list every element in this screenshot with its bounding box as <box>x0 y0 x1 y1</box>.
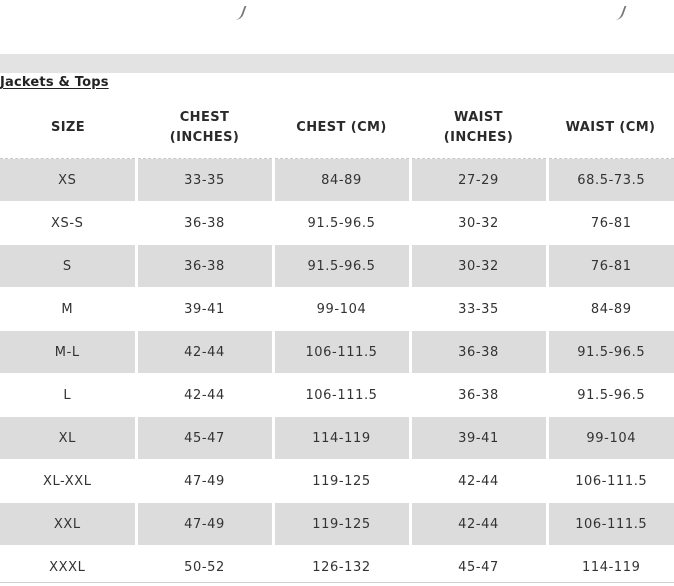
cell-waist-inches: 39-41 <box>410 417 547 460</box>
cell-waist-cm: 91.5-96.5 <box>577 387 646 403</box>
table-row <box>0 374 674 417</box>
cell-waist-inches: 33-35 <box>410 288 547 331</box>
table-row <box>0 159 674 202</box>
table-header-row <box>0 98 674 159</box>
cell-waist-cm: 99-104 <box>547 417 674 460</box>
cell-waist-cm: 106-111.5 <box>547 503 674 546</box>
cell-waist-cm: 84-89 <box>590 301 632 317</box>
cell-waist-cm: 91.5-96.5 <box>547 331 674 374</box>
cell-chest-inches: 42-44 <box>136 374 273 417</box>
table-row <box>0 331 674 374</box>
cell-size: M <box>0 288 136 331</box>
cell-chest-inches: 50-52 <box>136 546 273 586</box>
cell-chest-inches: 33-35 <box>136 159 273 202</box>
header-band <box>0 54 674 73</box>
cell-chest-inches: 47-49 <box>136 503 273 546</box>
cell-chest-cm: 91.5-96.5 <box>273 245 410 288</box>
cell-waist-cm: 68.5-73.5 <box>547 159 674 202</box>
table-row <box>0 417 674 460</box>
cell-size: L <box>0 374 136 417</box>
table-row <box>0 546 674 586</box>
bottom-divider <box>0 582 674 583</box>
cell-waist-inches: 27-29 <box>410 159 547 202</box>
cell-chest-inches: 47-49 <box>136 460 273 503</box>
cell-size: XL <box>0 417 136 460</box>
top-partial-content <box>0 0 674 40</box>
header-chest-cm: CHEST (CM) <box>296 120 387 135</box>
cell-waist-inches: 36-38 <box>410 331 547 374</box>
cell-size: XXXL <box>0 546 136 586</box>
cell-chest-cm: 114-119 <box>273 417 410 460</box>
cell-chest-cm: 91.5-96.5 <box>273 202 410 245</box>
cell-chest-inches: 45-47 <box>136 417 273 460</box>
cell-size: S <box>0 245 136 288</box>
header-chest-inches: CHEST (INCHES) <box>169 110 240 145</box>
cell-chest-cm: 119-125 <box>273 503 410 546</box>
cell-chest-inches: 42-44 <box>136 331 273 374</box>
cell-waist-inches: 30-32 <box>410 202 547 245</box>
cell-waist-inches: 42-44 <box>410 503 547 546</box>
cell-chest-cm: 106-111.5 <box>273 374 410 417</box>
comma-mark <box>613 6 626 20</box>
cell-waist-cm: 76-81 <box>547 245 674 288</box>
table-row <box>0 245 674 288</box>
table-row <box>0 460 674 503</box>
header-waist-inches: WAIST (INCHES) <box>443 110 514 145</box>
cell-chest-cm: 119-125 <box>273 460 410 503</box>
cell-size: XXL <box>0 503 136 546</box>
table-row <box>0 202 674 245</box>
table-row <box>0 503 674 546</box>
cell-chest-inches: 36-38 <box>136 202 273 245</box>
cell-chest-cm: 84-89 <box>273 159 410 202</box>
cell-waist-cm: 76-81 <box>590 215 632 231</box>
cell-chest-inches: 36-38 <box>136 245 273 288</box>
cell-waist-inches: 36-38 <box>410 374 547 417</box>
cell-waist-inches: 45-47 <box>410 546 547 586</box>
cell-size: XS-S <box>0 202 136 245</box>
header-waist-cm: WAIST (CM) <box>565 120 656 135</box>
cell-size: XS <box>0 159 136 202</box>
cell-waist-cm: 106-111.5 <box>575 473 648 489</box>
table-row <box>0 288 674 331</box>
cell-chest-cm: 106-111.5 <box>273 331 410 374</box>
cell-waist-inches: 30-32 <box>410 245 547 288</box>
cell-waist-inches: 42-44 <box>410 460 547 503</box>
size-chart-table <box>0 98 674 586</box>
cell-chest-cm: 126-132 <box>273 546 410 586</box>
cell-size: XL-XXL <box>0 460 136 503</box>
section-title: Jackets & Tops <box>0 75 109 90</box>
cell-size: M-L <box>0 331 136 374</box>
cell-chest-inches: 39-41 <box>136 288 273 331</box>
header-size: SIZE <box>50 120 86 135</box>
cell-chest-cm: 99-104 <box>273 288 410 331</box>
cell-waist-cm: 114-119 <box>581 559 641 575</box>
comma-mark <box>233 6 246 20</box>
